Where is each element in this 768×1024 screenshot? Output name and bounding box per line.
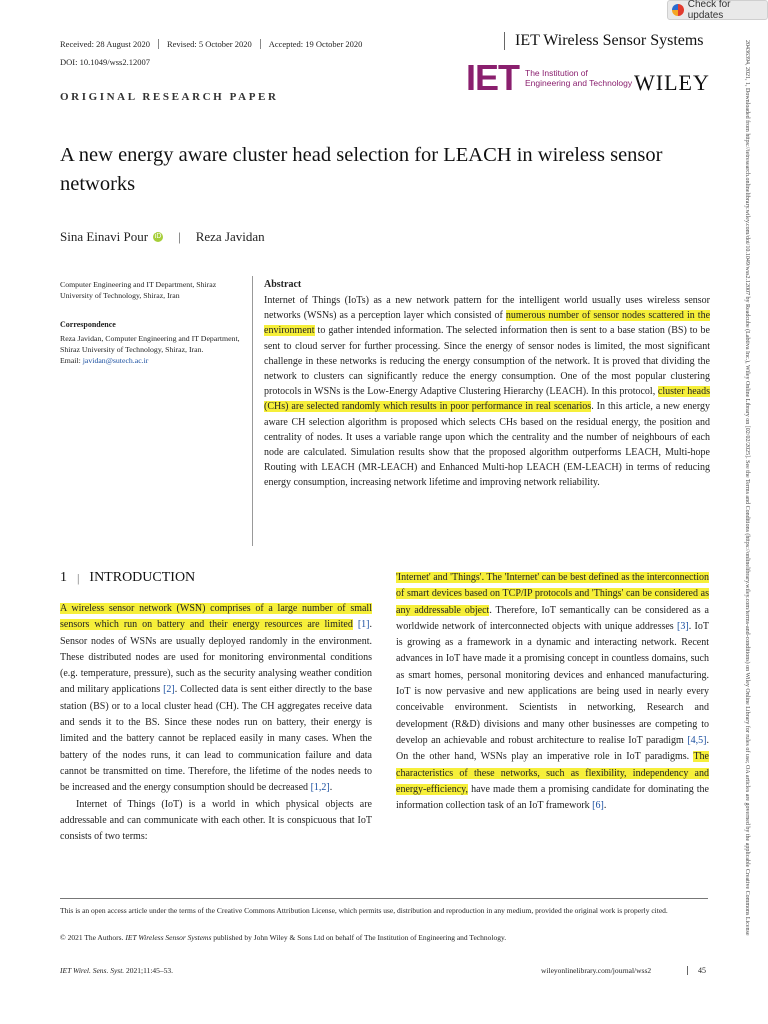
download-banner-text: 20436394, 2021, 1, Downloaded from https://ietresearch.onlinelibrary.wiley.com/doi/10.1049/wss2.12007 by Readcube (Labtiva Inc.), Wiley Online Library on [02/02/2025]. See the Terms and Conditions (https://onlinelibrary.wiley.com/terms-and-conditions) on Wiley Online Library for rules of use; OA articles are governed by the applicable Creative Commons License xyxy=(744,40,750,936)
abstract-divider xyxy=(252,276,253,546)
email-link[interactable]: javidan@sutech.ac.ir xyxy=(82,355,149,365)
highlighted-text: A wireless sensor network (WSN) comprises of a large number of small sensors which run on battery and their energy resources are limited xyxy=(60,603,372,631)
copyright-text: © 2021 The Authors. xyxy=(60,933,126,942)
correspondence-body xyxy=(60,334,245,366)
paragraph-text: . xyxy=(603,800,607,812)
intro-right-column xyxy=(396,570,709,814)
paragraph-text: . xyxy=(329,782,333,794)
abstract-text: . In this article, a new energy aware CH selection algorithm is proposed which selects CHs based on the residual energy, the position and centrality of nodes. It uses a variable range upon which the centrality and the number of neighbours of each node are calculated. Simulation results show that the proposed algorithm outperforms LEACH, Multi-hope Routing with LEACH (MR-LEACH) and Enhanced Multi-hop LEACH (EM-LEACH) in terms of reducing energy consumption, increasing network lifetime and improving network reliability. xyxy=(264,401,710,489)
email-label: Email: xyxy=(60,355,81,365)
iet-logo xyxy=(466,57,633,98)
highlighted-text: 'Internet' and 'Things'. The 'Internet' can be best defined as the interconnection of smart devices based on TCP/IP protocols and 'Things' can be considered as any addressable object xyxy=(396,572,709,616)
highlighted-text: numerous number of sensor nodes scattered in the environment xyxy=(264,310,711,337)
iet-logo-line2: Engineering and Technology xyxy=(525,78,633,88)
section-title: INTRODUCTION xyxy=(89,570,196,585)
check-for-updates-label: Check for updates xyxy=(687,0,731,21)
article-dates xyxy=(60,39,370,49)
check-for-updates-button[interactable] xyxy=(667,0,768,20)
paragraph-text: . Collected data is sent either directly to the base station (BS) or to a local cluster head (CH). The CH aggregates receive data and sends it to the BS. Since these nodes run on battery, their energy is limited and the battery cannot be replaced easily in many cases. When the battery of the nodes runs, it can lead to communication failure and data cannot be transmitted on time. Therefore, the lifetime of the nodes needs to be increased and the energy consumption should be decreased xyxy=(60,684,373,794)
author-list xyxy=(60,229,265,245)
journal-name: IET Wireless Sensor Systems xyxy=(504,32,704,50)
section-heading xyxy=(60,570,195,586)
paragraph xyxy=(60,601,372,797)
citation-link[interactable]: [3] xyxy=(677,620,689,632)
iet-logo-mark: IET xyxy=(466,57,520,98)
download-banner xyxy=(740,40,750,1000)
paragraph-text: . Sensor nodes of WSNs are usually deployed randomly in the environment. These distributed nodes are used for monitoring environmental conditions (e.g. temperature, pressure), such as the security analysing weather condition and military applications xyxy=(60,619,373,696)
paragraph-text: . Therefore, IoT semantically can be considered as a worldwide network of interconnected objects with unique addresses xyxy=(396,604,709,632)
orcid-icon[interactable]: iD xyxy=(154,233,162,240)
citation-link[interactable]: [6] xyxy=(592,800,604,812)
highlighted-text: cluster heads (CHs) are selected randomly which results in poor performance in real scenarios xyxy=(264,386,710,413)
crossmark-icon xyxy=(672,4,684,16)
abstract-body xyxy=(264,293,710,491)
received-date: Received: 28 August 2020 xyxy=(60,39,150,49)
correspondence-heading: Correspondence xyxy=(60,320,116,329)
paper-type: ORIGINAL RESEARCH PAPER xyxy=(60,91,279,103)
section-number: 1 xyxy=(60,570,67,585)
citation-link[interactable]: [1,2] xyxy=(310,782,330,794)
author-name[interactable]: Sina Einavi Pour xyxy=(60,229,149,244)
abstract-text: to gather intended information. The selected information then is sent to a base station (BS) to be sent to cloud server for further processing. Since the energy of sensor nodes is limited, the most significant challenge in these networks is reducing the energy consumption of the network. It is proved that dividing the network to clusters can significantly reduce the energy consumption. One of the most popular clustering protocols in WSNs is the Low-Energy Adaptive Clustering Hierarchy (LEACH). In this protocol, xyxy=(264,325,710,398)
affiliation: Computer Engineering and IT Department, Shiraz University of Technology, Shiraz, Iran xyxy=(60,280,217,300)
iet-logo-line1: The Institution of xyxy=(525,68,588,78)
paragraph: Internet of Things (IoT) is a world in which physical objects are addressable and can communicate with each other. It is conspicuous that IoT consists of two terms: xyxy=(60,798,372,843)
paragraph-text: have made them a promising candidate for dominating the information collection task of an IoT framework xyxy=(396,783,709,812)
intro-left-column xyxy=(60,601,372,845)
paper-title: A new energy aware cluster head selection for LEACH in wireless sensor networks xyxy=(60,144,663,195)
wiley-logo: WILEY xyxy=(634,70,710,95)
author-separator: | xyxy=(178,229,181,244)
copyright-journal: IET Wireless Sensor Systems xyxy=(125,933,212,942)
footer-citation xyxy=(60,966,173,975)
correspondence-text: Reza Javidan, Computer Engineering and IT Department, Shiraz University of Technology, Shiraz, Iran. xyxy=(60,334,240,354)
author-name[interactable]: Reza Javidan xyxy=(195,229,265,244)
page-number: 45 xyxy=(687,966,706,975)
citation-link[interactable]: [4,5] xyxy=(687,734,707,746)
paragraph-text: . On the other hand, WSNs play an imperative role in IoT paradigms. xyxy=(396,734,709,763)
doi[interactable]: DOI: 10.1049/wss2.12007 xyxy=(60,57,150,67)
highlighted-text: The characteristics of these networks, such as flexibility, independency and energy-efficiency, xyxy=(396,751,709,795)
section-separator: | xyxy=(77,570,80,585)
revised-date: Revised: 5 October 2020 xyxy=(158,39,260,49)
iet-logo-text xyxy=(525,68,632,88)
copyright-text: published by John Wiley & Sons Ltd on behalf of The Institution of Engineering and Technology. xyxy=(211,933,507,942)
footer-journal-abbrev: IET Wirel. Sens. Syst. xyxy=(60,966,125,975)
abstract-text: Internet of Things (IoTs) as a new network pattern for the intelligent world usually uses wireless sensor networks (WSNs) as a perception layer which consisted of xyxy=(264,295,710,322)
footer-url[interactable]: wileyonlinelibrary.com/journal/wss2 xyxy=(541,966,652,975)
accepted-date: Accepted: 19 October 2020 xyxy=(260,39,371,49)
footer-volume: 2021;11:45–53. xyxy=(124,966,174,975)
citation-link[interactable]: [1] xyxy=(357,619,370,631)
paragraph-text: . IoT is growing as a framework in a dynamic and interacting network. Recent advances in IoT have made it a promising concept in countless domains, such as smart homes, personal monitoring devices and enhanced manufacturing. IoT is now pervasive and new applications are being used in nearly every conceivable environment. Scientists in networking, Research and development (R&D) divisions and many other businesses are competing to develop an achievable and robust architecture to realise IoT paradigm xyxy=(396,620,709,746)
citation-link[interactable]: [2] xyxy=(163,684,175,696)
copyright-note xyxy=(60,933,710,942)
footnote-divider xyxy=(60,898,708,899)
paragraph xyxy=(396,570,709,814)
license-note: This is an open access article under the terms of the Creative Commons Attribution License, which permits use, distribution and reproduction in any medium, provided the original work is properly cited. xyxy=(60,906,668,915)
abstract-heading: Abstract xyxy=(264,279,302,290)
